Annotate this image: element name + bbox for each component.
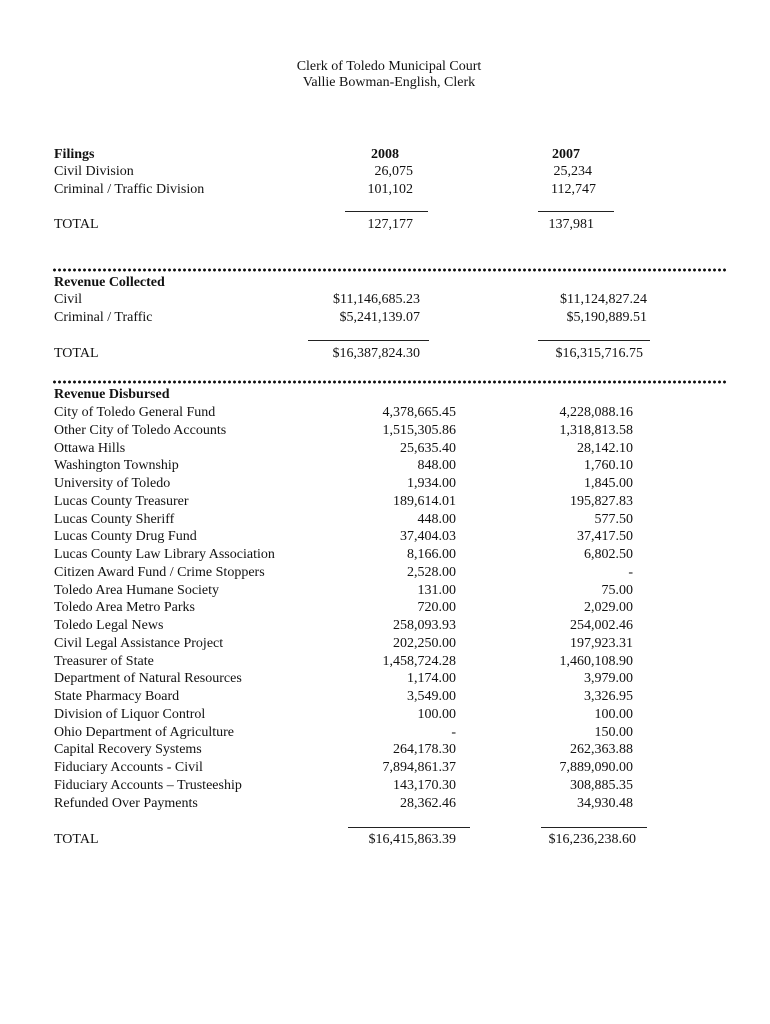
table-row-2008: 131.00 [417,583,456,598]
table-row-2007: 4,228,088.16 [559,405,633,420]
table-row-label: Lucas County Law Library Association [54,547,275,562]
table-row-2008: 100.00 [417,707,456,722]
table-row-2008: 1,174.00 [407,671,456,686]
table-row-2008: 2,528.00 [407,565,456,580]
table-row-2007: 308,885.35 [570,778,633,793]
table-row-2008: 28,362.46 [400,796,456,811]
table-row-label: Division of Liquor Control [54,707,206,722]
table-row-2007: 1,318,813.58 [559,423,633,438]
table-row-2007: 197,923.31 [570,636,633,651]
table-row-label: Toledo Area Humane Society [54,583,220,598]
table-row-2008: - [451,725,456,740]
filings-total-2007: 137,981 [548,217,594,232]
revenue-disbursed-total-label: TOTAL [54,832,99,847]
table-row-2007: 577.50 [594,512,633,527]
table-row-label: City of Toledo General Fund [54,405,216,420]
table-row-label: Toledo Legal News [54,618,164,633]
table-row-2008: 7,894,861.37 [382,760,456,775]
filings-row-2007: 25,234 [553,164,592,179]
table-row-2008: 202,250.00 [393,636,456,651]
revenue-collected-row-label: Criminal / Traffic [54,310,153,325]
revenue-disbursed-heading: Revenue Disbursed [54,387,170,402]
revenue-collected-row-2007: $5,190,889.51 [566,310,647,325]
table-row-label: Fiduciary Accounts – Trusteeship [54,778,242,793]
filings-total-label: TOTAL [54,217,99,232]
table-row-label: Ottawa Hills [54,441,126,456]
table-row-2007: 1,460,108.90 [559,654,633,669]
section-divider [52,380,726,384]
revenue-disbursed-total-rule-2008 [348,827,470,828]
table-row-2008: 1,458,724.28 [382,654,456,669]
filings-total-rule-2007 [538,211,614,212]
filings-total-2008: 127,177 [367,217,413,232]
revenue-disbursed-total-2008: $16,415,863.39 [368,832,456,847]
revenue-collected-total-2007: $16,315,716.75 [555,346,643,361]
table-row-2007: - [628,565,633,580]
table-row-label: Citizen Award Fund / Crime Stoppers [54,565,265,580]
table-row-label: Refunded Over Payments [54,796,198,811]
table-row-2007: 254,002.46 [570,618,633,633]
table-row-2008: 143,170.30 [393,778,456,793]
table-row-2008: 37,404.03 [400,529,456,544]
table-row-2007: 28,142.10 [577,441,633,456]
revenue-collected-row-2007: $11,124,827.24 [560,292,647,307]
table-row-2007: 7,889,090.00 [559,760,633,775]
table-row-2008: 720.00 [417,600,456,615]
table-row-2008: 1,515,305.86 [382,423,456,438]
table-row-2007: 34,930.48 [577,796,633,811]
table-row-label: Ohio Department of Agriculture [54,725,235,740]
table-row-2008: 3,549.00 [407,689,456,704]
table-row-label: State Pharmacy Board [54,689,180,704]
revenue-collected-total-2008: $16,387,824.30 [332,346,420,361]
table-row-2007: 1,845.00 [584,476,633,491]
table-row-2007: 6,802.50 [584,547,633,562]
table-row-2008: 848.00 [417,458,456,473]
table-row-2007: 3,979.00 [584,671,633,686]
filings-row-label: Civil Division [54,164,134,179]
filings-row-2008: 26,075 [374,164,413,179]
filings-heading: Filings [54,147,95,162]
table-row-2007: 150.00 [594,725,633,740]
table-row-label: Lucas County Treasurer [54,494,189,509]
table-row-label: Department of Natural Resources [54,671,242,686]
table-row-label: Civil Legal Assistance Project [54,636,224,651]
table-row-2007: 195,827.83 [570,494,633,509]
table-row-label: Other City of Toledo Accounts [54,423,227,438]
revenue-collected-heading: Revenue Collected [54,275,165,290]
table-row-2008: 25,635.40 [400,441,456,456]
table-row-2008: 264,178.30 [393,742,456,757]
table-row-label: Lucas County Drug Fund [54,529,197,544]
table-row-2008: 1,934.00 [407,476,456,491]
table-row-2008: 448.00 [417,512,456,527]
table-row-2008: 189,614.01 [393,494,456,509]
table-row-label: Treasurer of State [54,654,154,669]
table-row-2007: 2,029.00 [584,600,633,615]
filings-total-rule-2008 [345,211,428,212]
table-row-2007: 262,363.88 [570,742,633,757]
table-row-2007: 3,326.95 [584,689,633,704]
table-row-label: University of Toledo [54,476,171,491]
filings-row-label: Criminal / Traffic Division [54,182,205,197]
page-title: Clerk of Toledo Municipal Court [296,59,482,74]
revenue-disbursed-total-rule-2007 [541,827,647,828]
table-row-2007: 100.00 [594,707,633,722]
filings-row-2007: 112,747 [551,182,596,197]
revenue-collected-total-label: TOTAL [54,346,99,361]
revenue-disbursed-total-2007: $16,236,238.60 [548,832,636,847]
filings-col-2007: 2007 [552,147,580,162]
filings-col-2008: 2008 [371,147,399,162]
revenue-collected-total-rule-2007 [538,340,650,341]
table-row-2008: 258,093.93 [393,618,456,633]
table-row-2008: 8,166.00 [407,547,456,562]
table-row-2007: 1,760.10 [584,458,633,473]
revenue-collected-row-2008: $11,146,685.23 [333,292,420,307]
table-row-2008: 4,378,665.45 [382,405,456,420]
filings-row-2008: 101,102 [367,182,413,197]
table-row-2007: 37,417.50 [577,529,633,544]
revenue-collected-row-2008: $5,241,139.07 [339,310,420,325]
page-subtitle: Vallie Bowman-English, Clerk [302,75,476,90]
table-row-label: Washington Township [54,458,179,473]
table-row-label: Lucas County Sheriff [54,512,175,527]
table-row-label: Toledo Area Metro Parks [54,600,195,615]
revenue-collected-total-rule-2008 [308,340,429,341]
section-divider [52,268,726,272]
table-row-label: Fiduciary Accounts - Civil [54,760,203,775]
revenue-collected-row-label: Civil [54,292,83,307]
table-row-label: Capital Recovery Systems [54,742,202,757]
table-row-2007: 75.00 [601,583,633,598]
